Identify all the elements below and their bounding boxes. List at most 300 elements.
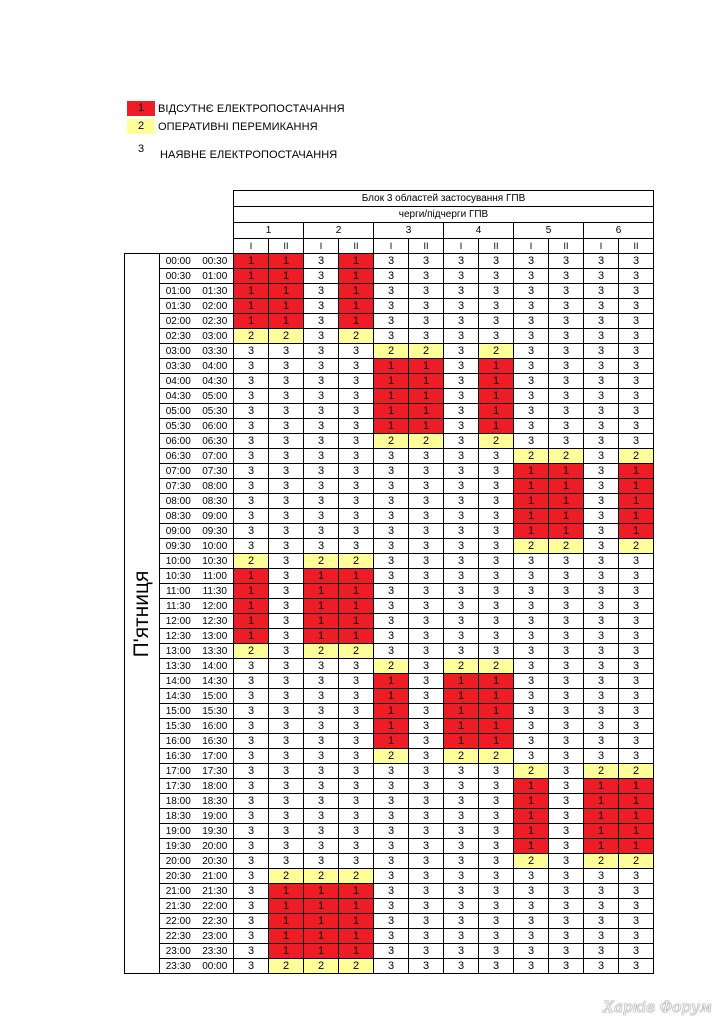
status-cell: 3: [269, 449, 304, 464]
status-cell: 1: [269, 899, 304, 914]
status-cell: 1: [409, 359, 444, 374]
status-cell: 3: [409, 914, 444, 929]
status-cell: 3: [584, 434, 619, 449]
status-cell: 3: [269, 749, 304, 764]
status-cell: 3: [234, 689, 269, 704]
status-cell: 3: [339, 689, 374, 704]
status-cell: 3: [514, 254, 549, 269]
status-cell: 1: [584, 809, 619, 824]
status-cell: 3: [584, 299, 619, 314]
table-row: [125, 314, 654, 329]
status-cell: 3: [584, 464, 619, 479]
status-cell: 3: [479, 284, 514, 299]
queue-header: 1: [234, 223, 304, 239]
status-cell: 2: [234, 554, 269, 569]
status-cell: 2: [444, 749, 479, 764]
time-end: 08:00: [197, 479, 234, 494]
status-cell: 3: [374, 269, 409, 284]
status-cell: 3: [234, 374, 269, 389]
legend-swatch-yellow: 2: [127, 119, 155, 134]
subqueue-header: II: [339, 239, 374, 254]
status-cell: 1: [234, 599, 269, 614]
status-cell: 3: [479, 254, 514, 269]
status-cell: 1: [234, 614, 269, 629]
status-cell: 1: [269, 914, 304, 929]
status-cell: 3: [269, 434, 304, 449]
status-cell: 3: [269, 389, 304, 404]
status-cell: 3: [549, 734, 584, 749]
status-cell: 3: [234, 464, 269, 479]
status-cell: 3: [549, 659, 584, 674]
status-cell: 3: [619, 704, 654, 719]
status-cell: 1: [619, 509, 654, 524]
status-cell: 3: [304, 404, 339, 419]
time-start: 11:30: [160, 599, 197, 614]
status-cell: 3: [339, 419, 374, 434]
status-cell: 3: [374, 299, 409, 314]
status-cell: 3: [619, 959, 654, 974]
table-row: [125, 599, 654, 614]
status-cell: 3: [269, 344, 304, 359]
status-cell: 3: [304, 539, 339, 554]
status-cell: 3: [619, 899, 654, 914]
status-cell: 2: [479, 344, 514, 359]
status-cell: 3: [479, 329, 514, 344]
status-cell: 3: [374, 644, 409, 659]
status-cell: 1: [584, 779, 619, 794]
time-start: 17:30: [160, 779, 197, 794]
legend-swatch-red: 1: [127, 101, 155, 116]
time-end: 00:00: [197, 959, 234, 974]
status-cell: 3: [584, 359, 619, 374]
status-cell: 3: [584, 404, 619, 419]
status-cell: 3: [304, 254, 339, 269]
time-end: 08:30: [197, 494, 234, 509]
status-cell: 3: [514, 374, 549, 389]
status-cell: 1: [339, 614, 374, 629]
status-cell: 1: [339, 254, 374, 269]
time-end: 04:00: [197, 359, 234, 374]
status-cell: 3: [269, 809, 304, 824]
status-cell: 3: [339, 374, 374, 389]
status-cell: 1: [479, 689, 514, 704]
status-cell: 3: [584, 674, 619, 689]
status-cell: 3: [339, 509, 374, 524]
status-cell: 3: [304, 479, 339, 494]
status-cell: 1: [374, 704, 409, 719]
status-cell: 3: [374, 599, 409, 614]
time-end: 07:30: [197, 464, 234, 479]
status-cell: 3: [549, 749, 584, 764]
status-cell: 3: [549, 674, 584, 689]
status-cell: 3: [409, 449, 444, 464]
status-cell: 1: [619, 464, 654, 479]
status-cell: 3: [549, 944, 584, 959]
status-cell: 1: [514, 479, 549, 494]
status-cell: 3: [304, 284, 339, 299]
status-cell: 3: [409, 629, 444, 644]
status-cell: 2: [339, 329, 374, 344]
status-cell: 3: [479, 584, 514, 599]
status-cell: 1: [234, 284, 269, 299]
time-start: 22:00: [160, 914, 197, 929]
status-cell: 3: [479, 929, 514, 944]
schedule-body: [125, 254, 654, 974]
table-row: [125, 284, 654, 299]
status-cell: 3: [549, 314, 584, 329]
time-start: 20:00: [160, 854, 197, 869]
status-cell: 3: [234, 899, 269, 914]
time-start: 09:00: [160, 524, 197, 539]
status-cell: 3: [304, 704, 339, 719]
status-cell: 2: [514, 539, 549, 554]
status-cell: 1: [514, 464, 549, 479]
status-cell: 3: [549, 764, 584, 779]
status-cell: 3: [304, 719, 339, 734]
table-row: [125, 764, 654, 779]
time-start: 08:30: [160, 509, 197, 524]
status-cell: 1: [444, 704, 479, 719]
status-cell: 1: [269, 299, 304, 314]
status-cell: 2: [339, 869, 374, 884]
legend-label: НАЯВНЕ ЕЛЕКТРОПОСТАЧАННЯ: [160, 149, 338, 161]
table-row: [125, 884, 654, 899]
time-start: 20:30: [160, 869, 197, 884]
status-cell: 3: [619, 674, 654, 689]
time-start: 11:00: [160, 584, 197, 599]
status-cell: 3: [619, 614, 654, 629]
status-cell: 3: [514, 389, 549, 404]
status-cell: 1: [444, 674, 479, 689]
status-cell: 2: [339, 554, 374, 569]
status-cell: 2: [234, 644, 269, 659]
status-cell: 3: [584, 884, 619, 899]
status-cell: 3: [549, 779, 584, 794]
time-start: 05:30: [160, 419, 197, 434]
status-cell: 3: [479, 869, 514, 884]
status-cell: 3: [549, 959, 584, 974]
status-cell: 3: [374, 464, 409, 479]
status-cell: 3: [339, 464, 374, 479]
status-cell: 3: [584, 704, 619, 719]
status-cell: 3: [234, 764, 269, 779]
status-cell: 2: [234, 329, 269, 344]
time-start: 19:00: [160, 824, 197, 839]
status-cell: 1: [479, 674, 514, 689]
status-cell: 3: [374, 554, 409, 569]
time-end: 10:30: [197, 554, 234, 569]
status-cell: 2: [409, 434, 444, 449]
status-cell: 3: [479, 944, 514, 959]
status-cell: 3: [549, 824, 584, 839]
status-cell: 3: [339, 794, 374, 809]
status-cell: 1: [234, 269, 269, 284]
time-end: 13:00: [197, 629, 234, 644]
status-cell: 3: [514, 434, 549, 449]
status-cell: 3: [549, 839, 584, 854]
status-cell: 1: [619, 479, 654, 494]
status-cell: 3: [234, 659, 269, 674]
time-start: 09:30: [160, 539, 197, 554]
status-cell: 3: [444, 389, 479, 404]
status-cell: 3: [444, 944, 479, 959]
status-cell: 2: [374, 344, 409, 359]
status-cell: 2: [479, 659, 514, 674]
status-cell: 3: [409, 599, 444, 614]
status-cell: 2: [514, 764, 549, 779]
status-cell: 1: [234, 314, 269, 329]
status-cell: 3: [514, 734, 549, 749]
status-cell: 3: [444, 584, 479, 599]
time-end: 01:30: [197, 284, 234, 299]
status-cell: 3: [304, 839, 339, 854]
status-cell: 1: [549, 494, 584, 509]
status-cell: 3: [584, 524, 619, 539]
status-cell: 1: [304, 599, 339, 614]
status-cell: 1: [374, 419, 409, 434]
status-cell: 2: [479, 749, 514, 764]
status-cell: 3: [409, 884, 444, 899]
status-cell: 3: [339, 359, 374, 374]
status-cell: 3: [479, 464, 514, 479]
status-cell: 3: [409, 269, 444, 284]
time-end: 22:30: [197, 914, 234, 929]
status-cell: 3: [584, 284, 619, 299]
time-end: 15:00: [197, 689, 234, 704]
status-cell: 2: [304, 644, 339, 659]
table-row: [125, 689, 654, 704]
status-cell: 3: [409, 479, 444, 494]
status-cell: 3: [444, 434, 479, 449]
status-cell: 1: [479, 704, 514, 719]
status-cell: 3: [269, 854, 304, 869]
status-cell: 3: [339, 404, 374, 419]
status-cell: 1: [304, 944, 339, 959]
blank-corner: [125, 239, 234, 254]
status-cell: 3: [374, 569, 409, 584]
status-cell: 3: [549, 329, 584, 344]
queue-header: 2: [304, 223, 374, 239]
status-cell: 3: [444, 929, 479, 944]
status-cell: 3: [584, 329, 619, 344]
status-cell: 3: [584, 659, 619, 674]
time-start: 07:00: [160, 464, 197, 479]
status-cell: 3: [374, 479, 409, 494]
status-cell: 3: [444, 869, 479, 884]
status-cell: 3: [234, 884, 269, 899]
status-cell: 3: [374, 854, 409, 869]
time-start: 00:30: [160, 269, 197, 284]
status-cell: 3: [514, 704, 549, 719]
status-cell: 3: [269, 764, 304, 779]
time-end: 23:30: [197, 944, 234, 959]
status-cell: 1: [269, 284, 304, 299]
status-cell: 2: [339, 959, 374, 974]
status-cell: 3: [304, 374, 339, 389]
status-cell: 3: [619, 419, 654, 434]
status-cell: 1: [374, 389, 409, 404]
status-cell: 1: [444, 689, 479, 704]
status-cell: 3: [619, 884, 654, 899]
subqueue-header: I: [234, 239, 269, 254]
status-cell: 3: [409, 659, 444, 674]
status-cell: 1: [269, 884, 304, 899]
status-cell: 3: [234, 869, 269, 884]
time-end: 07:00: [197, 449, 234, 464]
status-cell: 3: [549, 884, 584, 899]
status-cell: 3: [514, 359, 549, 374]
time-start: 02:30: [160, 329, 197, 344]
status-cell: 3: [374, 884, 409, 899]
status-cell: 1: [339, 269, 374, 284]
status-cell: 3: [619, 644, 654, 659]
table-row: [125, 899, 654, 914]
status-cell: 3: [549, 914, 584, 929]
time-start: 03:00: [160, 344, 197, 359]
time-end: 04:30: [197, 374, 234, 389]
status-cell: 3: [409, 689, 444, 704]
status-cell: 3: [549, 584, 584, 599]
table-row: [125, 644, 654, 659]
status-cell: 3: [234, 494, 269, 509]
status-cell: 3: [339, 539, 374, 554]
status-cell: 3: [409, 494, 444, 509]
time-end: 02:30: [197, 314, 234, 329]
status-cell: 3: [479, 899, 514, 914]
status-cell: 3: [444, 899, 479, 914]
status-cell: 3: [234, 749, 269, 764]
status-cell: 1: [619, 524, 654, 539]
day-label: П'ятниця: [130, 570, 153, 657]
status-cell: 3: [619, 254, 654, 269]
subqueue-header: II: [619, 239, 654, 254]
status-cell: 2: [584, 854, 619, 869]
status-cell: 3: [374, 509, 409, 524]
queue-header: 6: [584, 223, 654, 239]
status-cell: 3: [619, 284, 654, 299]
status-cell: 3: [584, 254, 619, 269]
time-end: 20:00: [197, 839, 234, 854]
status-cell: 3: [514, 569, 549, 584]
status-cell: 1: [339, 914, 374, 929]
status-cell: 3: [549, 899, 584, 914]
time-start: 23:30: [160, 959, 197, 974]
status-cell: 3: [479, 824, 514, 839]
time-start: 02:00: [160, 314, 197, 329]
status-cell: 1: [619, 809, 654, 824]
table-row: [125, 299, 654, 314]
status-cell: 3: [584, 614, 619, 629]
status-cell: 1: [479, 719, 514, 734]
table-row: [125, 419, 654, 434]
status-cell: 3: [549, 344, 584, 359]
status-cell: 3: [409, 809, 444, 824]
status-cell: 1: [409, 404, 444, 419]
status-cell: 3: [479, 644, 514, 659]
status-cell: 3: [549, 299, 584, 314]
status-cell: 3: [409, 944, 444, 959]
time-end: 03:00: [197, 329, 234, 344]
status-cell: 3: [549, 434, 584, 449]
status-cell: 3: [234, 479, 269, 494]
status-cell: 3: [584, 344, 619, 359]
status-cell: 3: [549, 809, 584, 824]
status-cell: 3: [514, 944, 549, 959]
time-end: 09:00: [197, 509, 234, 524]
table-row: [125, 719, 654, 734]
legend-swatch-white: 3: [127, 143, 155, 158]
status-cell: 3: [269, 824, 304, 839]
status-cell: 3: [269, 674, 304, 689]
status-cell: 3: [409, 614, 444, 629]
status-cell: 3: [409, 839, 444, 854]
status-cell: 2: [514, 449, 549, 464]
status-cell: 3: [479, 614, 514, 629]
time-end: 17:00: [197, 749, 234, 764]
status-cell: 3: [304, 419, 339, 434]
status-cell: 1: [584, 824, 619, 839]
status-cell: 1: [304, 629, 339, 644]
status-cell: 2: [549, 449, 584, 464]
table-row: [125, 614, 654, 629]
table-row: [125, 674, 654, 689]
time-start: 23:00: [160, 944, 197, 959]
time-start: 12:30: [160, 629, 197, 644]
status-cell: 3: [549, 794, 584, 809]
status-cell: 3: [549, 854, 584, 869]
status-cell: 3: [374, 539, 409, 554]
status-cell: 2: [339, 644, 374, 659]
table-row: [125, 434, 654, 449]
status-cell: 1: [339, 944, 374, 959]
status-cell: 1: [409, 374, 444, 389]
status-cell: 3: [444, 404, 479, 419]
status-cell: 3: [304, 824, 339, 839]
status-cell: 1: [234, 569, 269, 584]
status-cell: 3: [584, 569, 619, 584]
status-cell: 3: [269, 794, 304, 809]
time-end: 12:30: [197, 614, 234, 629]
table-row: [125, 449, 654, 464]
status-cell: 1: [304, 884, 339, 899]
status-cell: 3: [339, 854, 374, 869]
status-cell: 3: [234, 944, 269, 959]
time-start: 21:30: [160, 899, 197, 914]
time-end: 06:30: [197, 434, 234, 449]
status-cell: 3: [479, 299, 514, 314]
status-cell: 3: [374, 779, 409, 794]
status-cell: 3: [269, 584, 304, 599]
time-end: 14:30: [197, 674, 234, 689]
status-cell: 1: [549, 509, 584, 524]
status-cell: 3: [549, 569, 584, 584]
status-cell: 3: [374, 449, 409, 464]
status-cell: 3: [304, 464, 339, 479]
status-cell: 3: [479, 599, 514, 614]
table-row: [125, 464, 654, 479]
status-cell: 3: [619, 269, 654, 284]
table-subtitle: черги/підчерги ГПВ: [234, 207, 654, 223]
status-cell: 3: [269, 719, 304, 734]
status-cell: 3: [444, 329, 479, 344]
status-cell: 3: [304, 749, 339, 764]
status-cell: 1: [339, 629, 374, 644]
status-cell: 3: [304, 329, 339, 344]
blank-corner: [125, 223, 234, 239]
subqueue-header: II: [269, 239, 304, 254]
status-cell: 3: [304, 794, 339, 809]
status-cell: 3: [269, 779, 304, 794]
